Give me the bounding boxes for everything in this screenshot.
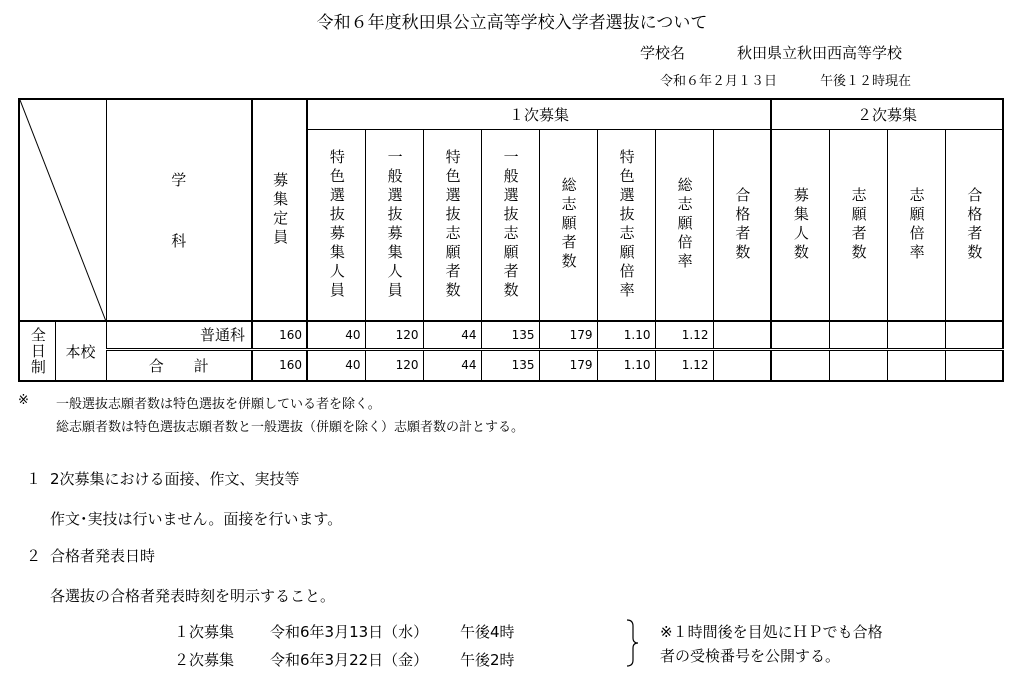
row-label: 普通科 — [106, 321, 252, 349]
note-line-2: 総志願者数は特色選抜志願者数と一般選抜（併願を除く）志願者数の計とする。 — [56, 420, 525, 435]
col-header: 総志願者数 — [539, 129, 597, 321]
schedule-round-2: ２次募集 — [174, 651, 235, 669]
col-header: 合格者数 — [713, 129, 771, 321]
hp-note-line-2: 者の受検番号を公開する。 — [660, 647, 841, 665]
diagonal-line — [20, 100, 106, 320]
note-mark: ※ — [18, 393, 29, 408]
cell — [887, 349, 945, 381]
campus-label: 本校 — [55, 321, 106, 381]
schedule-time-1: 午後4時 — [460, 623, 515, 641]
cell: 135 — [481, 349, 539, 381]
section2-heading: 合格者発表日時 — [50, 547, 156, 565]
note-line-1: 一般選抜志願者数は特色選抜を併願している者を除く。 — [56, 397, 381, 412]
right-brace — [625, 618, 641, 668]
cell — [771, 349, 829, 381]
col-header: 特色選抜募集人員 — [307, 129, 365, 321]
second-round-header: ２次募集 — [771, 99, 1003, 129]
admission-table — [18, 98, 1004, 382]
section1-heading: 2次募集における面接、作文、実技等 — [50, 470, 300, 488]
cell: 179 — [539, 349, 597, 381]
cell: 120 — [365, 349, 423, 381]
cell: 135 — [481, 321, 539, 349]
schedule-time-2: 午後2時 — [460, 651, 515, 669]
cell — [771, 321, 829, 349]
col-header: 一般選抜志願者数 — [481, 129, 539, 321]
cell: 1.12 — [655, 321, 713, 349]
cell: 1.10 — [597, 349, 655, 381]
cell: 1.12 — [655, 349, 713, 381]
schedule-date-2: 令和6年3月22日（金） — [270, 651, 429, 669]
section1-number: １ — [26, 470, 42, 488]
cell: 179 — [539, 321, 597, 349]
cell — [945, 321, 1003, 349]
report-time: 午後１２時現在 — [820, 74, 912, 89]
cell: 160 — [252, 321, 307, 349]
table-row-total — [19, 349, 1003, 381]
side-label: 全日制 — [19, 321, 55, 381]
row-label: 合 計 — [106, 349, 252, 381]
cell: 120 — [365, 321, 423, 349]
cell: 40 — [307, 349, 365, 381]
gakka-header — [106, 99, 252, 321]
col-header: 志願者数 — [829, 129, 887, 321]
cell — [887, 321, 945, 349]
section2-body: 各選抜の合格者発表時刻を明示すること。 — [50, 587, 336, 605]
cell: 160 — [252, 349, 307, 381]
cell — [713, 321, 771, 349]
section2-number: ２ — [26, 547, 42, 565]
gakka-top: 学 — [171, 171, 187, 189]
gakka-bottom: 科 — [171, 232, 187, 250]
col-header: 志願倍率 — [887, 129, 945, 321]
cell: 40 — [307, 321, 365, 349]
diagonal-corner-cell — [19, 99, 106, 321]
cell — [713, 349, 771, 381]
first-round-header: １次募集 — [307, 99, 771, 129]
table-row — [19, 321, 1003, 349]
hp-note-line-1: ※１時間後を目処にＨＰでも合格 — [660, 623, 883, 641]
cell: 44 — [423, 321, 481, 349]
cell — [829, 321, 887, 349]
report-date: 令和６年２月１３日 — [660, 74, 778, 89]
col-header: 合格者数 — [945, 129, 1003, 321]
col-header: 特色選抜志願倍率 — [597, 129, 655, 321]
page-title: 令和６年度秋田県公立高等学校入学者選抜について — [316, 13, 708, 33]
section1-body: 作文･実技は行いません。面接を行います。 — [50, 510, 343, 528]
cell: 44 — [423, 349, 481, 381]
cell — [945, 349, 1003, 381]
school-label: 学校名 — [640, 44, 686, 62]
schedule-date-1: 令和6年3月13日（水） — [270, 623, 429, 641]
col-header: 特色選抜志願者数 — [423, 129, 481, 321]
schedule-round-1: １次募集 — [174, 623, 235, 641]
col-header: 募集人数 — [771, 129, 829, 321]
cell: 1.10 — [597, 321, 655, 349]
cell — [829, 349, 887, 381]
capacity-header: 募集定員 — [252, 99, 307, 321]
school-name: 秋田県立秋田西高等学校 — [737, 44, 903, 62]
col-header: 総志願倍率 — [655, 129, 713, 321]
col-header: 一般選抜募集人員 — [365, 129, 423, 321]
